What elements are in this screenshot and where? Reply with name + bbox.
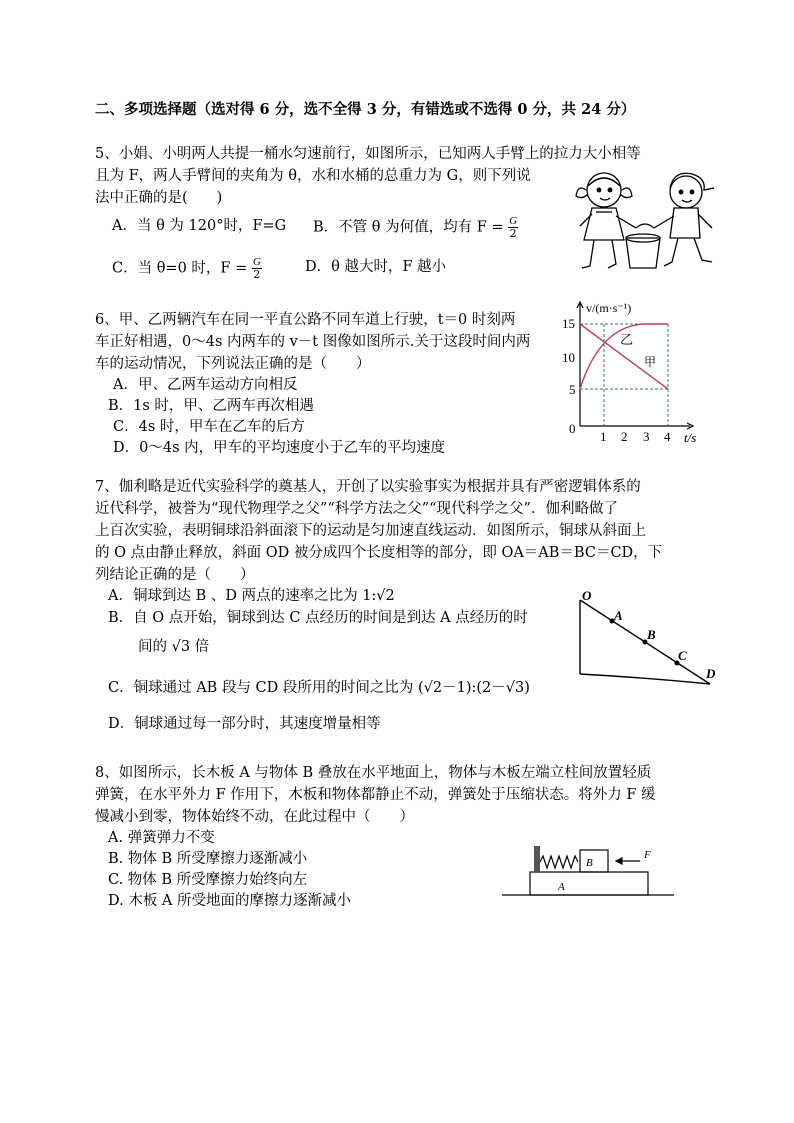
y-tick-5: 5 — [569, 382, 576, 397]
q7-line2: 近代科学，被誉为“现代物理学之父”“科学方法之父”“现代科学之父”．伽利略做了 — [95, 501, 618, 517]
section-title: 二、多项选择题（选对得 6 分，选不全得 3 分，有错选或不选得 0 分，共 24 分） — [95, 101, 636, 118]
block-b — [580, 850, 608, 872]
q7-line1: 7、伽利略是近代实验科学的奠基人，开创了以实验事实为根据并具有严密逻辑体系的 — [95, 479, 641, 495]
q5-line3: 法中正确的是( ) — [95, 190, 223, 206]
x-tick-3: 3 — [643, 429, 650, 444]
spring — [540, 856, 578, 868]
fraction-numerator: G — [509, 215, 518, 227]
q5-option-b-text: B．不管 θ 为何值，均有 F = — [313, 219, 504, 236]
fraction-numerator: G — [252, 256, 261, 268]
label-board-a: A — [558, 881, 565, 893]
x-tick-4: 4 — [664, 429, 671, 444]
y-tick-10: 10 — [562, 350, 575, 365]
q8-board-spring-figure — [498, 840, 678, 900]
label-d: D — [706, 666, 716, 681]
fraction-denominator: 2 — [253, 268, 261, 281]
q7-option-a: A．铜球到达 B 、D 两点的速率之比为 1:√2 — [108, 588, 395, 604]
incline-base — [580, 674, 710, 684]
q7-line4: 的 O 点由静止释放，斜面 OD 被分成四个长度相等的部分，即 OA＝AB＝BC＝CD，下 — [95, 545, 663, 561]
q7-line3: 上百次实验，表明铜球沿斜面滚下的运动是匀加速直线运动．如图所示，铜球从斜面上 — [95, 523, 646, 539]
q8-line3: 慢减小到零，物体始终不动，在此过程中（ ） — [95, 809, 414, 825]
q5-option-d: D．θ 越大时，F 越小 — [305, 259, 447, 275]
q6-option-b: B．1s 时，甲、乙两车再次相遇 — [108, 398, 314, 414]
q8-option-c: C. 物体 B 所受摩擦力始终向左 — [108, 872, 308, 888]
q6-vt-graph — [560, 296, 710, 448]
q7-option-d: D．铜球通过每一部分时，其速度增量相等 — [108, 716, 381, 732]
fraction-denominator: 2 — [509, 227, 517, 240]
label-jia: 甲 — [644, 355, 657, 369]
q5-option-c-text: C．当 θ=0 时，F = — [112, 260, 248, 277]
q8-line1: 8、如图所示，长木板 A 与物体 B 叠放在水平地面上，物体与木板左端立柱间放置轻质 — [95, 765, 652, 781]
q7-line5: 列结论正确的是（ ） — [95, 567, 255, 583]
q6-line2: 车正好相遇，0～4s 内两车的 v－t 图像如图所示.关于这段时间内两 — [95, 334, 531, 350]
q8-option-d: D. 木板 A 所受地面的摩擦力逐渐减小 — [108, 893, 352, 909]
label-b: B — [647, 627, 656, 642]
label-o: O — [582, 588, 592, 603]
q5-option-b-fraction — [508, 215, 518, 240]
x-axis-label: t/s — [684, 430, 697, 445]
q5-line2: 且为 F，两人手臂间的夹角为 θ，水和水桶的总重力为 G，则下列说 — [95, 168, 531, 184]
y-tick-15: 15 — [562, 316, 575, 331]
q6-option-d: D．0～4s 内，甲车的平均速度小于乙车的平均速度 — [113, 440, 446, 456]
label-yi: 乙 — [620, 333, 634, 348]
q5-option-b — [313, 215, 518, 240]
label-a: A — [614, 608, 623, 623]
board-a — [530, 872, 648, 895]
q6-line1: 6、甲、乙两辆汽车在同一平直公路不同车道上行驶，t＝0 时刻两 — [95, 312, 516, 328]
q7-incline-figure — [570, 588, 720, 698]
q8-option-a: A. 弹簧弹力不变 — [108, 830, 215, 846]
q5-option-c-fraction — [252, 256, 262, 281]
q6-option-c: C．4s 时，甲车在乙车的后方 — [113, 419, 305, 435]
q6-option-a: A．甲、乙两车运动方向相反 — [113, 377, 298, 393]
q8-option-b: B. 物体 B 所受摩擦力逐渐减小 — [108, 851, 308, 867]
label-force-f: F — [644, 849, 651, 861]
q7-option-b-line1: B．自 O 点开始，铜球到达 C 点经历的时间是到达 A 点经历的时 — [108, 610, 528, 626]
q5-option-a: A．当 θ 为 120°时，F=G — [112, 218, 287, 234]
force-arrow-head — [616, 858, 622, 864]
q7-option-c: C．铜球通过 AB 段与 CD 段所用的时间之比为 (√2－1):(2－√3) — [108, 680, 530, 696]
y-tick-0: 0 — [569, 421, 576, 436]
q6-line3: 车的运动情况，下列说法正确的是（ ） — [95, 356, 371, 372]
q5-children-bucket-figure — [566, 168, 726, 278]
x-tick-1: 1 — [600, 429, 607, 444]
q5-option-c — [112, 256, 262, 281]
left-post — [534, 846, 540, 872]
q7-option-b-line2: 间的 √3 倍 — [138, 639, 210, 655]
label-c: C — [678, 648, 687, 663]
label-block-b: B — [586, 857, 593, 869]
q5-line1: 5、小娟、小明两人共提一桶水匀速前行，如图所示，已知两人手臂上的拉力大小相等 — [95, 146, 641, 162]
q8-line2: 弹簧，在水平外力 F 作用下，木板和物体都静止不动，弹簧处于压缩状态。将外力 F 缓 — [95, 787, 656, 803]
y-axis-label: v/(m·s⁻¹) — [586, 301, 632, 315]
x-tick-2: 2 — [621, 429, 628, 444]
